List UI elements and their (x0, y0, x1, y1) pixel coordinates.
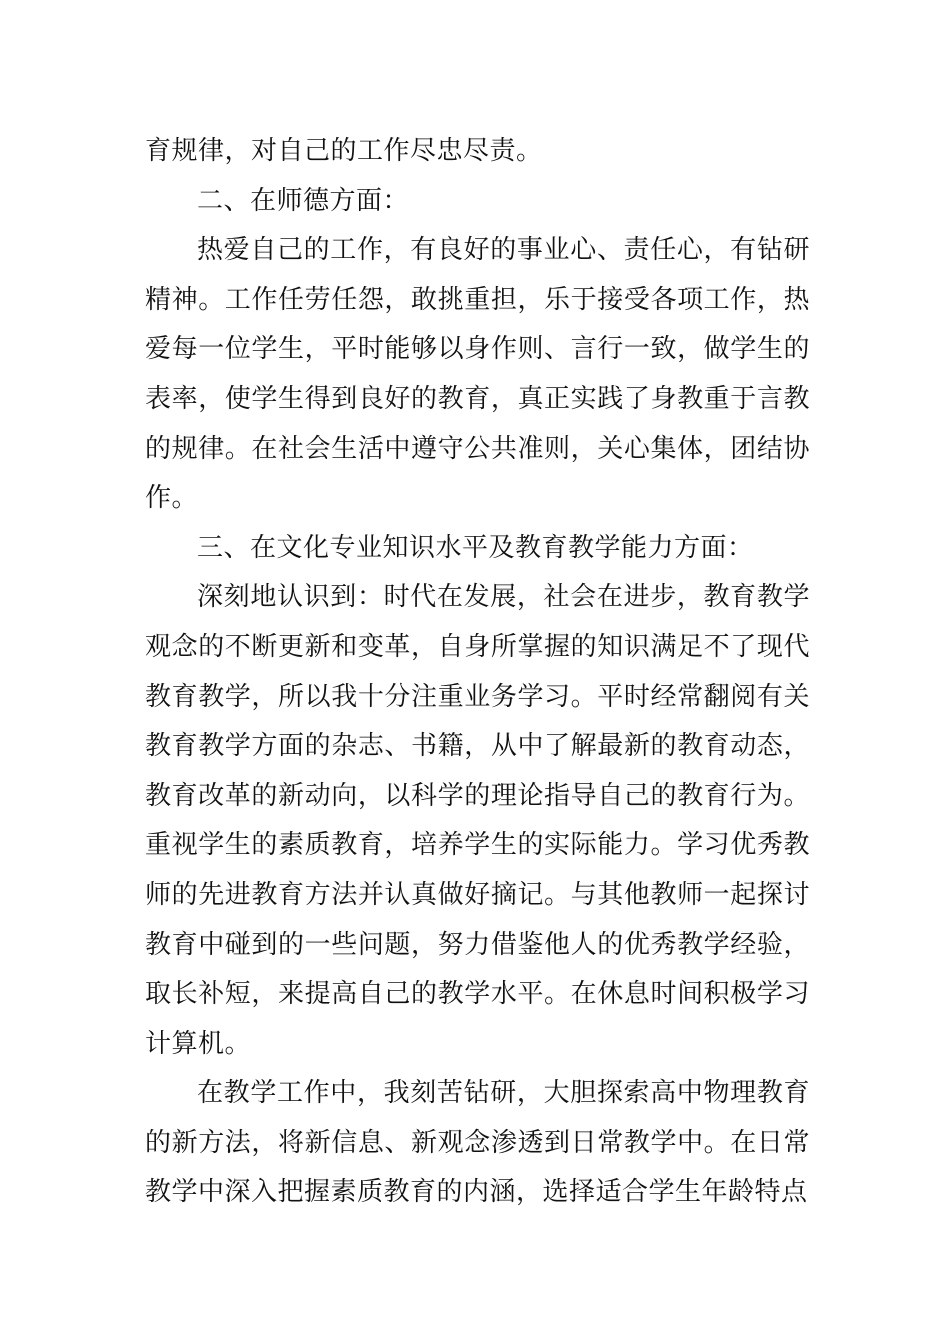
paragraph-continuation: 育规律，对自己的工作尽忠尽责。 (145, 136, 543, 166)
paragraph-knowledge: 深刻地认识到：时代在发展，社会在进步，教育教学观念的不断更新和变革，自身所掌握的知识满足不了现代教育教学，所以我十分注重业务学习。平时经常翻阅有关教育教学方面的杂志、书籍，从中了解最新的教育动态，教育改革的新动向，以科学的理论指导自己的教育行为。重视学生的素质教育，培养学生的实际能力。学习优秀教师的先进教育方法并认真做好摘记。与其他教师一起探讨教育中碰到的一些问题，努力借鉴他人的优秀教学经验，取长补短，来提高自己的教学水平。在休息时间积极学习计算机。 (145, 582, 810, 1059)
paragraph-teaching: 在教学工作中，我刻苦钻研，大胆探索高中物理教育的新方法，将新信息、新观念渗透到日常教学中。在日常教学中深入把握素质教育的内涵，选择适合学生年龄特点 (145, 1078, 810, 1208)
paragraph-ethics: 热爱自己的工作，有良好的事业心、责任心，有钻研精神。工作任劳任怨，敢挑重担，乐于接受各项工作，热爱每一位学生，平时能够以身作则、言行一致，做学生的表率，使学生得到良好的教育，真正实践了身教重于言教的规律。在社会生活中遵守公共准则，关心集体，团结协作。 (145, 235, 810, 514)
document-body (145, 127, 810, 1218)
section-heading-ethics: 二、在师德方面： (197, 185, 410, 216)
section-heading-knowledge: 三、在文化专业知识水平及教育教学能力方面： (197, 532, 754, 563)
